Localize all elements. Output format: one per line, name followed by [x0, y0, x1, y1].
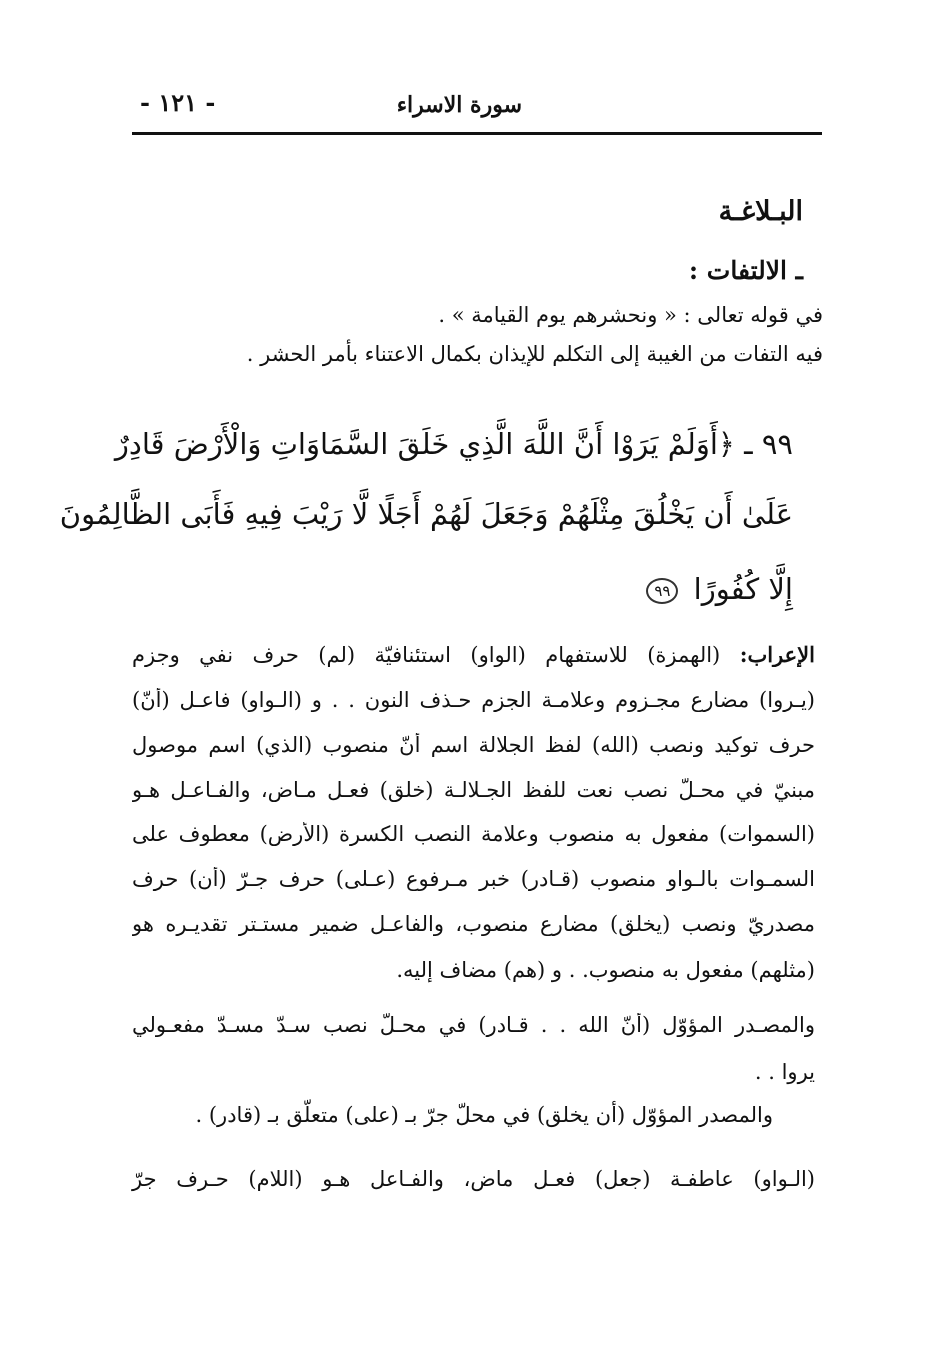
verse-text: إِلَّا كُفُورًا — [693, 572, 793, 606]
section-title: البـلاغـة — [718, 196, 803, 227]
irab-line: مبنيّ في محـلّ نصب نعت للفظ الجـلالـة (خلق) فعـل مـاض، والفـاعـل هـو — [132, 778, 815, 802]
irab-line: حرف توكيد ونصب (الله) لفظ الجلالة اسم أنّ منصوب (الذي) اسم موصول — [132, 733, 815, 757]
surah-title: سورة الاسراء — [396, 92, 522, 118]
subsection-title: ـ الالتفات : — [688, 256, 803, 285]
ayah-number-marker: ٩٩ — [646, 578, 678, 604]
paragraph-line: والمصـدر المؤوّل (أنّ الله . . قـادر) في محـلّ نصب سـدّ مسـدّ مفعـولي — [132, 1013, 815, 1037]
irab-line: (مثلهم) مفعول به منصوب. . و (هم) مضاف إليه. — [396, 958, 815, 982]
page-header — [132, 82, 822, 136]
irab-line: السمـوات بالـواو منصوب (قـادر) خبر مـرفوع (عـلى) حرف جـرّ (أن) حرف — [132, 867, 815, 891]
irab-line: (يـروا) مضارع مجـزوم وعلامـة الجزم حـذف النون . . و (الـواو) فاعـل (أنّ) — [132, 688, 815, 712]
irab-line: (السموات) مفعول به منصوب وعلامة النصب الكسرة (الأرض) معطوف على — [132, 822, 815, 846]
intro-line: في قوله تعالى : « ونحشرهم يوم القيامة » . — [438, 303, 823, 327]
paragraph-line: يروا . . — [754, 1060, 815, 1084]
irab-text: (الهمزة) للاستفهام (الواو) استئنافيّة (لم) حرف نفي وجزم — [132, 643, 721, 667]
irab-line — [132, 642, 815, 667]
intro-line: فيه التفات من الغيبة إلى التكلم للإيذان بكمال الاعتناء بأمر الحشر . — [246, 342, 823, 366]
paragraph-line: والمصدر المؤوّل (أن يخلق) في محلّ جرّ بـ (على) متعلّق بـ (قادر) . — [195, 1103, 773, 1127]
page-number: - ١٢١ - — [140, 88, 216, 117]
verse-line: ٩٩ ـ ﴿أَوَلَمْ يَرَوْا أَنَّ اللَّهَ الَّذِي خَلَقَ السَّمَاوَاتِ وَالْأَرْضَ قَادِرٌ — [114, 427, 793, 461]
paragraph-line: (الـواو) عاطفـة (جعل) فعـل ماض، والفـاعل هـو (اللام) حـرف جرّ — [132, 1167, 815, 1191]
verse-line: عَلَىٰ أَن يَخْلُقَ مِثْلَهُمْ وَجَعَلَ لَهُمْ أَجَلًا لَّا رَيْبَ فِيهِ فَأَبَى الظَّالِمُونَ — [59, 497, 793, 531]
irab-line: مصدريّ ونصب (يخلق) مضارع منصوب، والفاعـل ضمير مستـتر تقديـره هو — [132, 912, 815, 936]
header-rule — [132, 132, 822, 135]
verse-line-last — [646, 572, 793, 606]
irab-label: الإعراب: — [739, 642, 815, 667]
